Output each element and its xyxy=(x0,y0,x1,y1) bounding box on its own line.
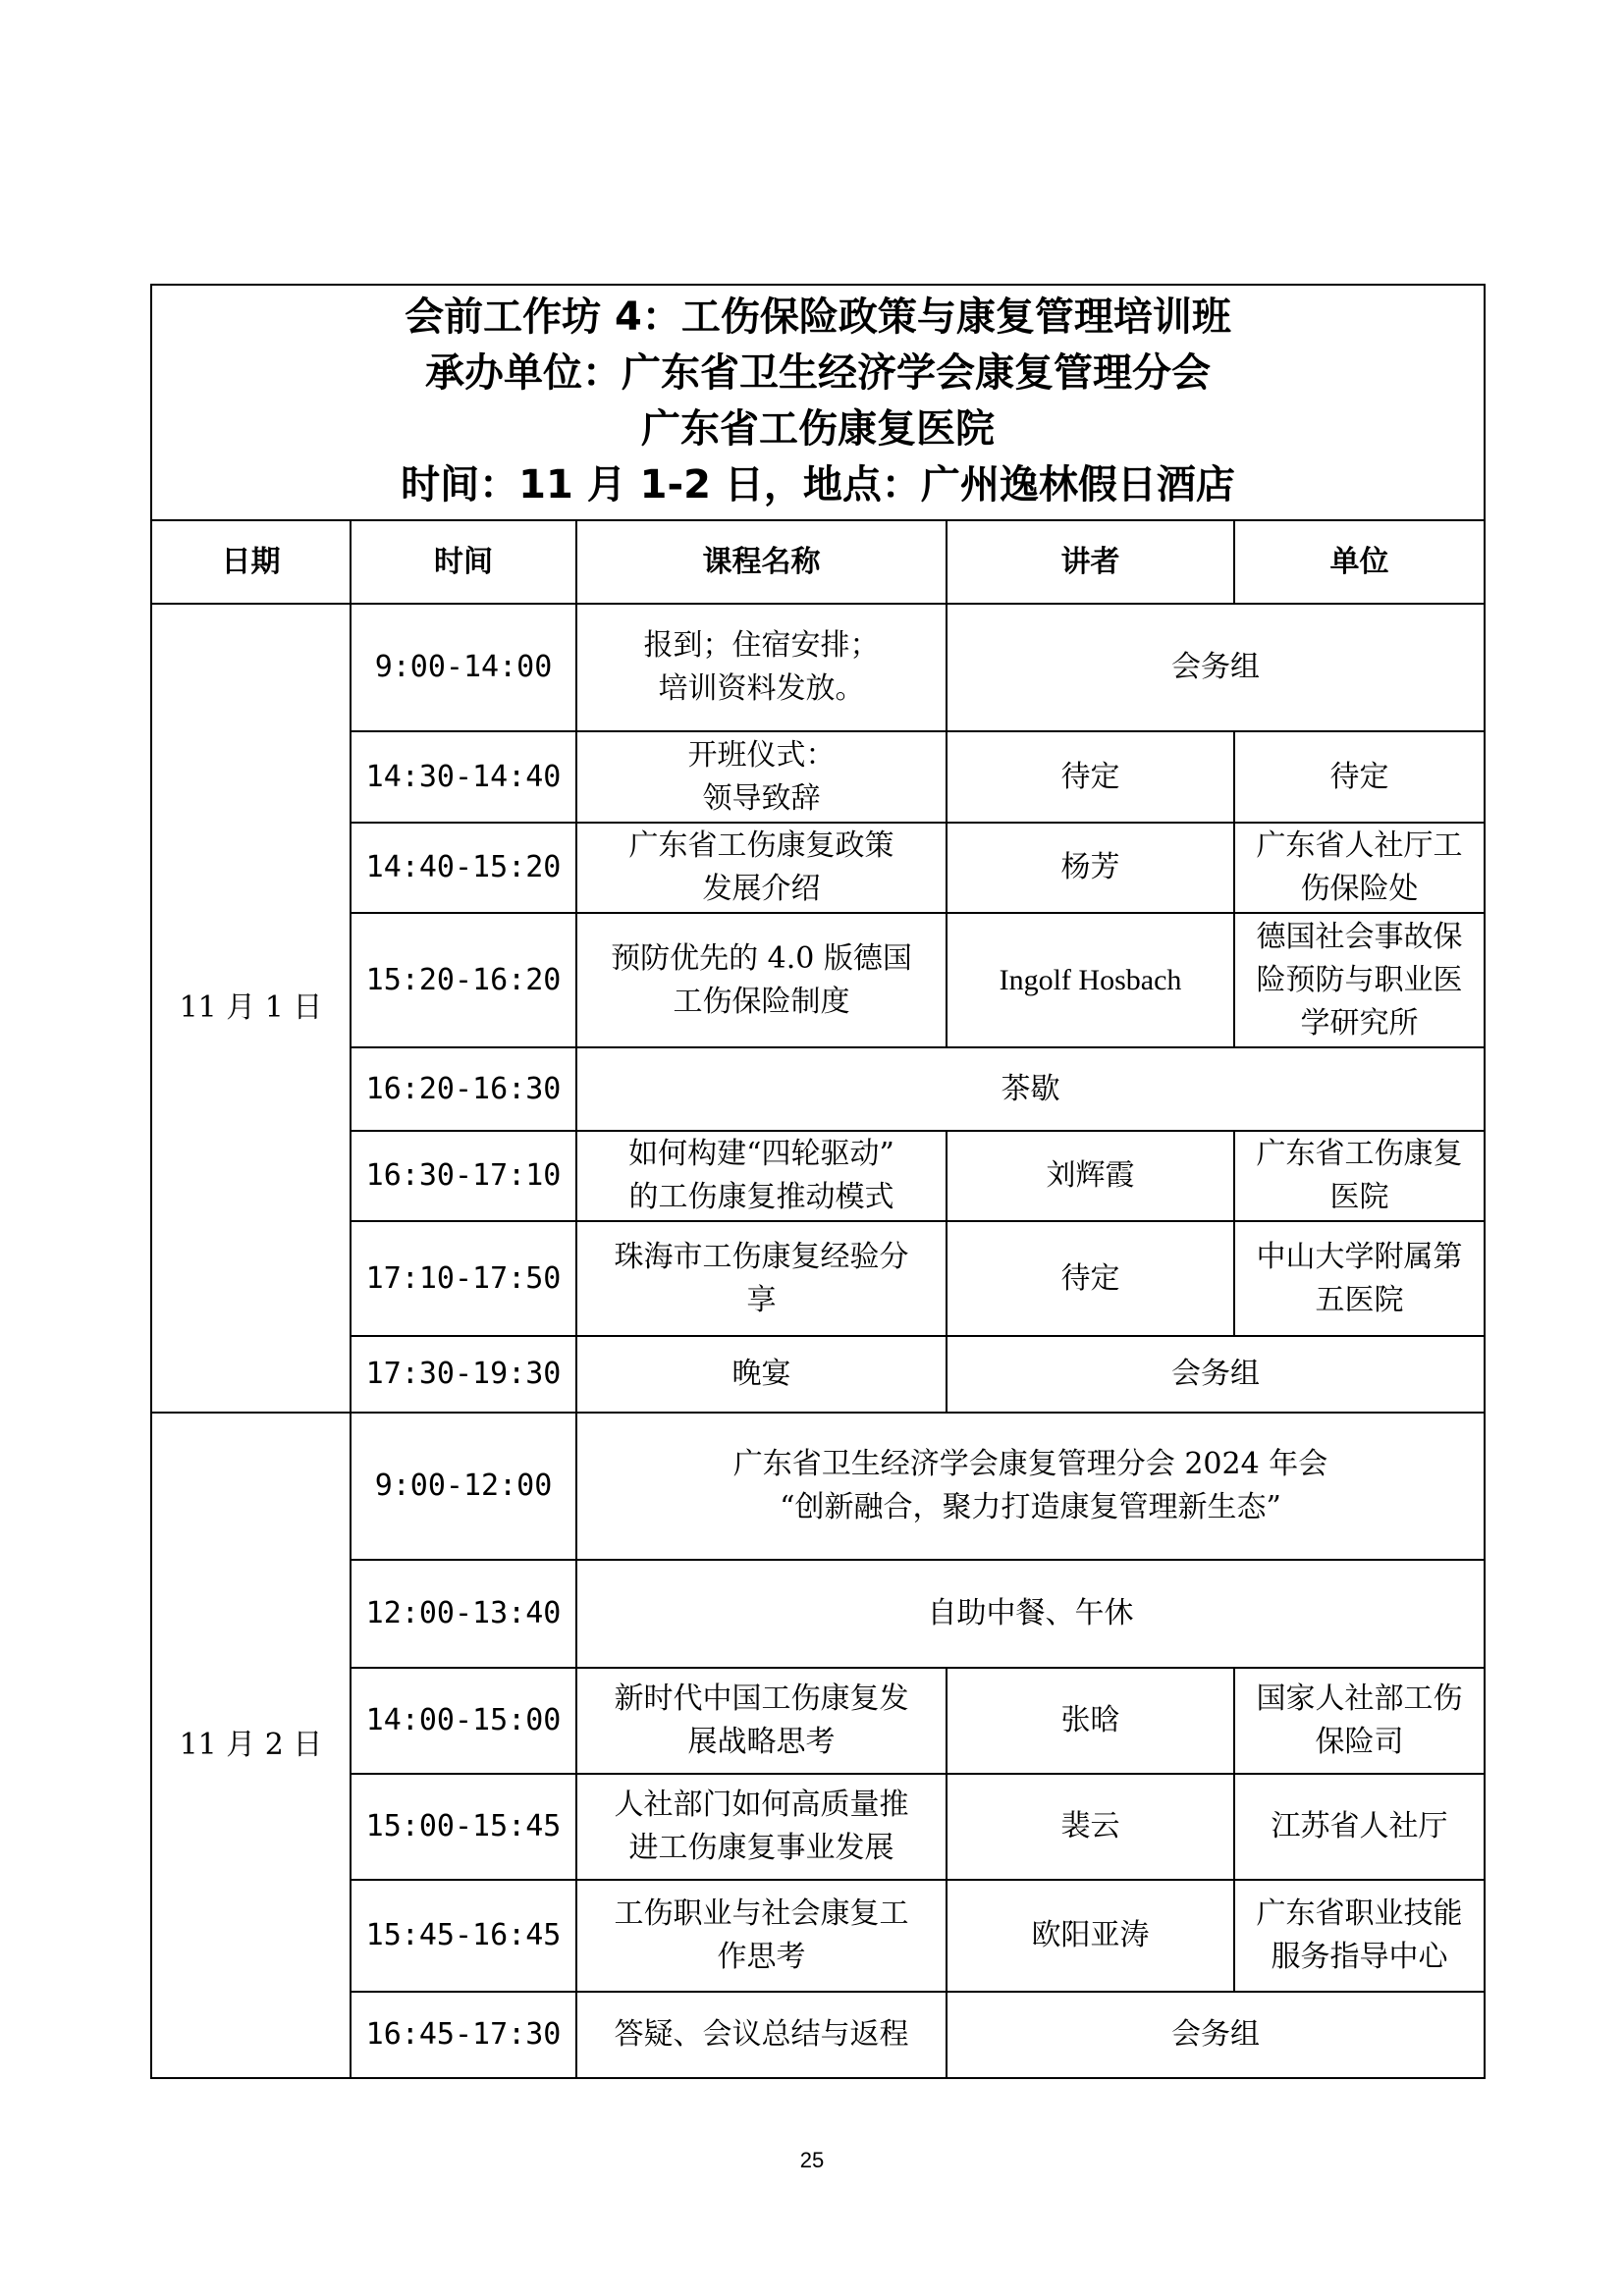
unit-line: 服务指导中心 xyxy=(1271,1940,1448,1974)
header-date: 日期 xyxy=(151,520,351,604)
unit-cell xyxy=(1234,823,1485,913)
course-line: 新时代中国工伤康复发 xyxy=(614,1682,909,1716)
course-cell xyxy=(576,913,947,1047)
session-line: 茶歇 xyxy=(1001,1071,1060,1106)
speaker-cell: 裴云 xyxy=(947,1774,1234,1880)
unit-line: 中山大学附属第 xyxy=(1256,1239,1463,1274)
course-line: 作思考 xyxy=(717,1940,806,1974)
organizer-line: 会务组 xyxy=(1171,650,1260,684)
unit-cell xyxy=(1234,1221,1485,1336)
table-row xyxy=(151,1880,1485,1992)
course-line: 培训资料发放。 xyxy=(658,671,865,706)
table-row xyxy=(151,1131,1485,1221)
time-cell: 17:10-17:50 xyxy=(351,1221,576,1336)
unit-cell xyxy=(1234,913,1485,1047)
table-title xyxy=(151,285,1485,520)
speaker-cell: 刘辉霞 xyxy=(947,1131,1234,1221)
speaker-cell: 杨芳 xyxy=(947,823,1234,913)
title-line-4: 时间：11 月 1-2 日，地点：广州逸林假日酒店 xyxy=(401,462,1235,507)
organizer-cell xyxy=(947,604,1485,731)
header-speaker: 讲者 xyxy=(947,520,1234,604)
header-row xyxy=(151,520,1485,604)
unit-line: 医院 xyxy=(1329,1180,1389,1214)
course-cell xyxy=(576,604,947,731)
course-line: 开班仪式： xyxy=(687,737,836,773)
time-cell: 17:30-19:30 xyxy=(351,1336,576,1413)
schedule-table xyxy=(150,284,1486,2079)
speaker-cell: 欧阳亚涛 xyxy=(947,1880,1234,1992)
course-line: 答疑、会议总结与返程 xyxy=(614,2017,909,2052)
unit-line: 学研究所 xyxy=(1300,1005,1419,1041)
table-row xyxy=(151,913,1485,1047)
table-row xyxy=(151,1221,1485,1336)
course-line: 工伤保险制度 xyxy=(673,984,850,1019)
time-cell: 12:00-13:40 xyxy=(351,1560,576,1668)
speaker-cell: Ingolf Hosbach xyxy=(947,913,1234,1047)
unit-line: 险预防与职业医 xyxy=(1256,962,1463,997)
unit-line: 广东省工伤康复 xyxy=(1256,1137,1463,1171)
course-line: 工伤职业与社会康复工 xyxy=(614,1896,909,1931)
organizer-cell xyxy=(947,1992,1485,2078)
table-row xyxy=(151,823,1485,913)
course-cell xyxy=(576,823,947,913)
unit-cell xyxy=(1234,731,1485,823)
speaker-cell: 待定 xyxy=(947,731,1234,823)
speaker-cell: 待定 xyxy=(947,1221,1234,1336)
course-line: 如何构建“四轮驱动” xyxy=(628,1137,894,1171)
table-row xyxy=(151,1774,1485,1880)
course-line: 的工伤康复推动模式 xyxy=(628,1180,894,1214)
unit-line: 国家人社部工伤 xyxy=(1256,1682,1463,1716)
unit-line: 待定 xyxy=(1329,759,1389,794)
course-cell xyxy=(576,731,947,823)
course-line: 广东省工伤康复政策 xyxy=(628,828,894,863)
table-row xyxy=(151,604,1485,731)
session-cell xyxy=(576,1413,1485,1560)
course-cell xyxy=(576,1336,947,1413)
unit-cell xyxy=(1234,1774,1485,1880)
session-cell xyxy=(576,1560,1485,1668)
unit-cell xyxy=(1234,1668,1485,1774)
course-line: 报到；住宿安排； xyxy=(643,628,880,663)
course-cell xyxy=(576,1668,947,1774)
date-cell: 11 月 2 日 xyxy=(151,1413,351,2078)
unit-line: 保险司 xyxy=(1315,1725,1404,1759)
table-row xyxy=(151,1336,1485,1413)
table-row xyxy=(151,1560,1485,1668)
course-cell xyxy=(576,1774,947,1880)
course-cell xyxy=(576,1221,947,1336)
time-cell: 16:20-16:30 xyxy=(351,1047,576,1131)
session-line: 广东省卫生经济学会康复管理分会 2024 年会 xyxy=(732,1447,1328,1481)
unit-line: 江苏省人社厅 xyxy=(1271,1809,1448,1843)
page-number: 25 xyxy=(799,2148,825,2172)
table-row xyxy=(151,1668,1485,1774)
organizer-line: 会务组 xyxy=(1171,2017,1260,2052)
title-line-1: 会前工作坊 4：工伤保险政策与康复管理培训班 xyxy=(405,294,1231,340)
time-cell: 15:20-16:20 xyxy=(351,913,576,1047)
unit-line: 广东省职业技能 xyxy=(1256,1896,1463,1931)
unit-line: 伤保险处 xyxy=(1300,872,1419,906)
course-line: 珠海市工伤康复经验分 xyxy=(614,1239,909,1274)
course-line: 发展介绍 xyxy=(702,872,821,906)
time-cell: 16:45-17:30 xyxy=(351,1992,576,2078)
title-line-2: 承办单位：广东省卫生经济学会康复管理分会 xyxy=(425,350,1211,396)
header-time: 时间 xyxy=(351,520,576,604)
time-cell: 15:45-16:45 xyxy=(351,1880,576,1992)
organizer-line: 会务组 xyxy=(1171,1357,1260,1391)
header-unit: 单位 xyxy=(1234,520,1485,604)
course-cell xyxy=(576,1992,947,2078)
time-cell: 14:30-14:40 xyxy=(351,731,576,823)
time-cell: 14:40-15:20 xyxy=(351,823,576,913)
table-row xyxy=(151,1047,1485,1131)
table-row xyxy=(151,1413,1485,1560)
speaker-cell: 张晗 xyxy=(947,1668,1234,1774)
course-line: 预防优先的 4.0 版德国 xyxy=(611,940,912,976)
time-cell: 15:00-15:45 xyxy=(351,1774,576,1880)
session-line: “创新融合，聚力打造康复管理新生态” xyxy=(780,1490,1281,1524)
unit-cell xyxy=(1234,1880,1485,1992)
course-cell xyxy=(576,1131,947,1221)
unit-line: 德国社会事故保 xyxy=(1256,919,1463,954)
course-line: 晚宴 xyxy=(731,1357,791,1391)
time-cell: 16:30-17:10 xyxy=(351,1131,576,1221)
session-line: 自助中餐、午休 xyxy=(927,1596,1134,1630)
title-row xyxy=(151,285,1485,520)
course-line: 展战略思考 xyxy=(687,1725,836,1759)
course-line: 享 xyxy=(746,1282,777,1317)
unit-line: 广东省人社厅工 xyxy=(1256,828,1463,863)
time-cell: 9:00-14:00 xyxy=(351,604,576,731)
title-line-3: 广东省工伤康复医院 xyxy=(641,406,995,452)
course-cell xyxy=(576,1880,947,1992)
session-cell xyxy=(576,1047,1485,1131)
organizer-cell xyxy=(947,1336,1485,1413)
course-line: 人社部门如何高质量推 xyxy=(614,1788,909,1822)
course-line: 领导致辞 xyxy=(702,780,821,816)
table-row xyxy=(151,731,1485,823)
unit-line: 五医院 xyxy=(1315,1282,1404,1317)
unit-cell xyxy=(1234,1131,1485,1221)
header-course: 课程名称 xyxy=(576,520,947,604)
time-cell: 9:00-12:00 xyxy=(351,1413,576,1560)
time-cell: 14:00-15:00 xyxy=(351,1668,576,1774)
table-row xyxy=(151,1992,1485,2078)
date-cell: 11 月 1 日 xyxy=(151,604,351,1413)
course-line: 进工伤康复事业发展 xyxy=(628,1831,894,1865)
